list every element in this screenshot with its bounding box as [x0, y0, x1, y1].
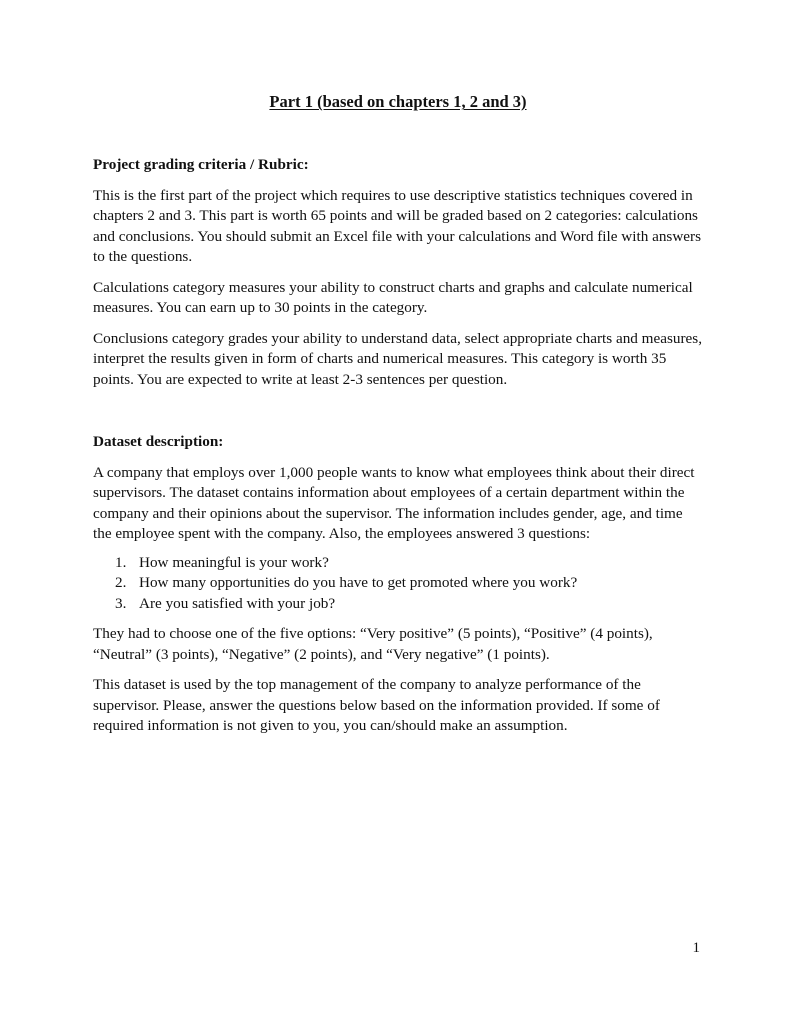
dataset-intro: A company that employs over 1,000 people wants to know what employees think about their direct supervisors. The dataset contains information about employees of a certain department within the company and their opinions about the supervisor. The information includes gender, age, and time the employee spent with the company. Also, the employees answered 3 questions:: [93, 463, 695, 542]
dataset-section: [93, 432, 703, 737]
question-text: Are you satisfied with your job?: [139, 594, 336, 612]
question-text: How meaningful is your work?: [139, 553, 329, 571]
question-number: 1.: [115, 553, 127, 571]
dataset-heading: Dataset description:: [93, 433, 224, 450]
question-number: 2.: [115, 574, 127, 591]
list-item: [93, 594, 703, 615]
page-number: 1: [692, 940, 700, 956]
rubric-heading: Project grading criteria / Rubric:: [93, 156, 309, 173]
list-item: [93, 553, 703, 574]
question-text: How many opportunities do you have to get promoted where you work?: [139, 574, 578, 591]
rubric-paragraph-1: This is the first part of the project which requires to use descriptive statistics techniques covered in chapters 2 and 3. This part is worth 65 points and will be graded based on 2 categories: calculations and conclusions. You should submit an Excel file with your calculations and Word file with answers to the questions.: [93, 186, 702, 265]
rubric-paragraph-3: Conclusions category grades your ability to understand data, select appropriate charts and measures, interpret the results given in form of charts and numerical measures. This category is worth 35 points. You are expected to write at least 2-3 sentences per question.: [93, 329, 702, 388]
list-item: [93, 573, 703, 594]
rubric-section: [93, 155, 703, 390]
question-number: 3.: [115, 594, 127, 612]
options-paragraph: They had to choose one of the five options: “Very positive” (5 points), “Positive” (4 points), “Neutral” (3 points), “Negative” (2 points), and “Very negative” (1 points).: [93, 625, 653, 663]
closing-paragraph: This dataset is used by the top management of the company to analyze performance of the supervisor. Please, answer the questions below based on the information provided. If some of required information is not given to you, you can/should make an assumption.: [93, 676, 660, 734]
page-title: Part 1 (based on chapters 1, 2 and 3): [269, 92, 527, 111]
rubric-paragraph-2: Calculations category measures your ability to construct charts and graphs and calculate numerical measures. You can earn up to 30 points in the category.: [93, 278, 693, 316]
questions-list: [93, 553, 703, 615]
